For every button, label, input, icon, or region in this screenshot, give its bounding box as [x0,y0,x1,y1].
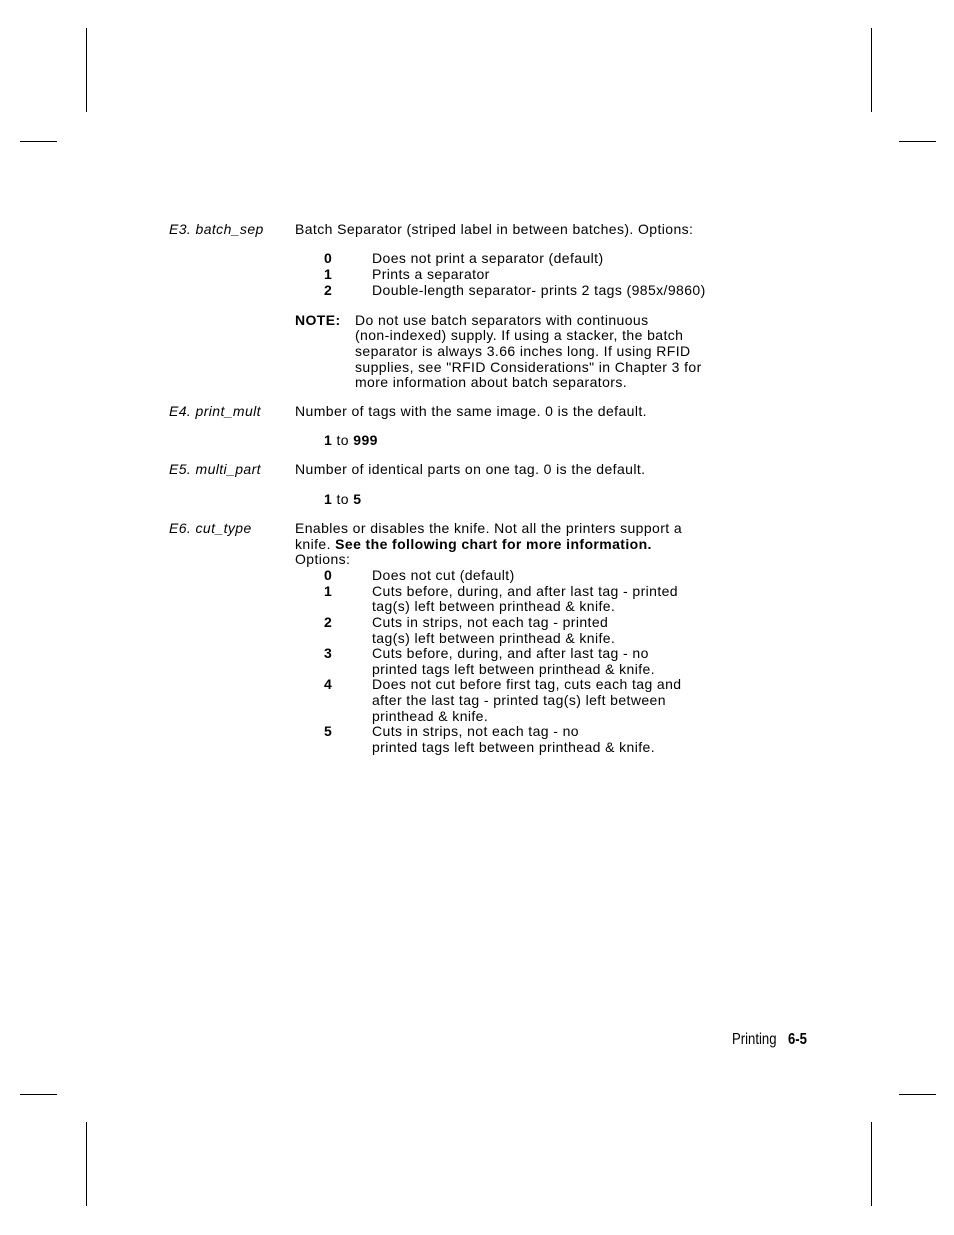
note-line: supplies, see "RFID Considerations" in Chapter 3 for [355,359,702,375]
range-from: 1 [324,432,333,448]
param-name: E6. cut_type [169,520,252,536]
option-code: 2 [324,614,333,630]
option-code: 2 [324,282,333,298]
crop-mark-top-left-vertical [86,28,87,112]
param-name: E5. multi_part [169,461,261,477]
param-name: E3. batch_sep [169,221,264,237]
option-code: 1 [324,583,333,599]
range-to-word: to [336,491,349,507]
crop-mark-top-right-vertical [871,28,872,112]
option-code: 0 [324,250,333,266]
option-code: 4 [324,676,333,692]
option-text: printhead & knife. [372,708,489,724]
crop-mark-bottom-left-vertical [86,1122,87,1206]
option-text: Does not cut before first tag, cuts each tag and [372,676,682,692]
option-text: Does not print a separator (default) [372,250,604,266]
crop-mark-bottom-right-horizontal [899,1094,936,1095]
param-description-line-1: Enables or disables the knife. Not all the printers support a [295,520,683,536]
option-text: after the last tag - printed tag(s) left between [372,692,666,708]
option-text: tag(s) left between printhead & knife. [372,630,616,646]
crop-mark-bottom-right-vertical [871,1122,872,1206]
param-description-line-3: Options: [295,551,351,567]
param-description: Number of identical parts on one tag. 0 is the default. [295,461,646,477]
option-code: 0 [324,567,333,583]
option-code: 5 [324,723,333,739]
value-range [324,432,378,448]
description-text: knife. [295,536,336,552]
note-line: more information about batch separators. [355,374,628,390]
footer-section: Printing [732,1031,777,1048]
range-to: 5 [353,491,362,507]
footer-page-number: 6-5 [787,1031,807,1048]
option-text: Cuts in strips, not each tag - no [372,723,579,739]
option-text: Cuts before, during, and after last tag - printed [372,583,678,599]
option-code: 3 [324,645,333,661]
param-description-line-2 [295,536,652,552]
option-text: printed tags left between printhead & knife. [372,739,655,755]
range-to-word: to [336,432,349,448]
note-line: (non-indexed) supply. If using a stacker, the batch [355,327,684,343]
option-text: printed tags left between printhead & knife. [372,661,655,677]
option-text: Cuts before, during, and after last tag - no [372,645,649,661]
crop-mark-top-right-horizontal [899,141,936,142]
note-label: NOTE: [295,312,341,328]
range-to: 999 [353,432,378,448]
option-text: tag(s) left between printhead & knife. [372,598,616,614]
note-line: separator is always 3.66 inches long. If using RFID [355,343,691,359]
crop-mark-top-left-horizontal [20,141,57,142]
option-text: Cuts in strips, not each tag - printed [372,614,609,630]
param-description: Number of tags with the same image. 0 is the default. [295,403,647,419]
param-description: Batch Separator (striped label in between batches). Options: [295,221,694,237]
option-text: Prints a separator [372,266,490,282]
note-line: Do not use batch separators with continuous [355,312,649,328]
param-name: E4. print_mult [169,403,261,419]
option-text: Double-length separator- prints 2 tags (985x/9860) [372,282,706,298]
option-text: Does not cut (default) [372,567,515,583]
crop-mark-bottom-left-horizontal [20,1094,57,1095]
description-emphasis: See the following chart for more information. [335,536,652,552]
range-from: 1 [324,491,333,507]
page-footer [732,1031,807,1049]
value-range [324,491,361,507]
option-code: 1 [324,266,333,282]
